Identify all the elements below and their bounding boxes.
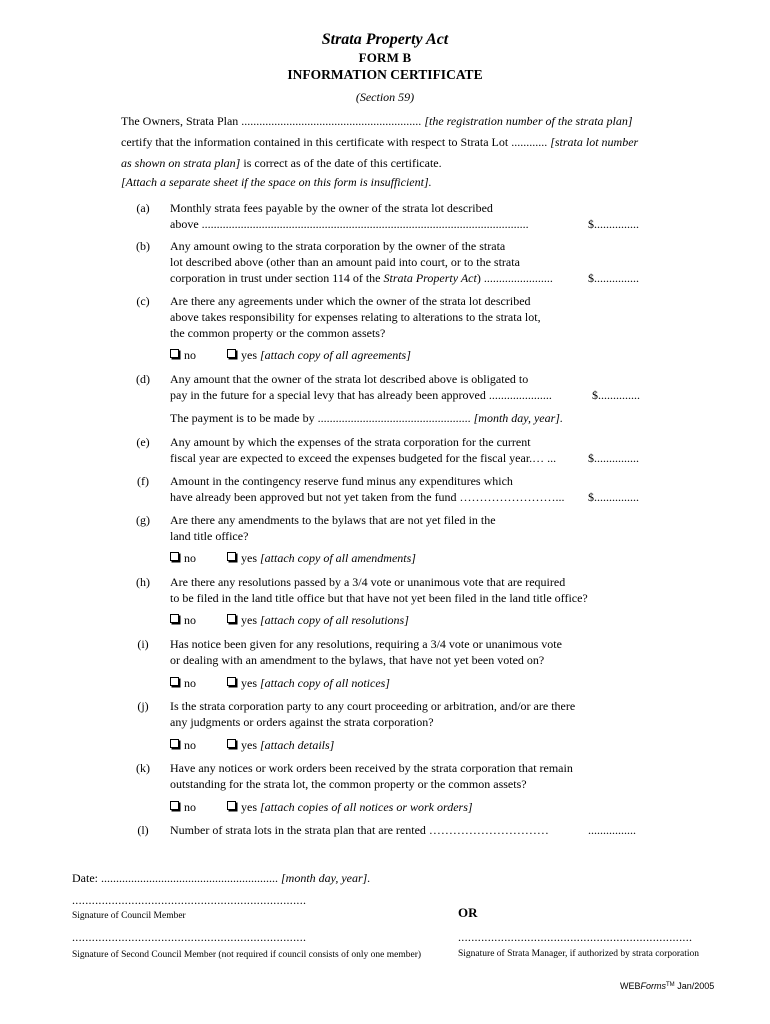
checkbox-label: no xyxy=(184,348,196,362)
item-i-yes-note: [attach copy of all notices] xyxy=(260,676,390,690)
checkbox-label: yes xyxy=(241,613,257,627)
intro-date-text: is correct as of the date of this certificate. xyxy=(243,156,442,170)
item-label: (b) xyxy=(136,239,150,253)
item-k-line2: outstanding for the strata lot, the common property or the common assets? xyxy=(170,777,527,791)
item-j-line2: any judgments or orders against the strata corporation? xyxy=(170,715,434,729)
checkbox-icon xyxy=(227,349,236,358)
checkbox-label: no xyxy=(184,676,196,690)
item-h-no-checkbox[interactable] xyxy=(170,612,196,628)
checkbox-icon xyxy=(170,677,179,686)
item-i-yes-checkbox[interactable] xyxy=(227,675,390,691)
footer-date: Jan/2005 xyxy=(674,981,715,991)
item-a-amount[interactable]: $............... xyxy=(588,217,639,231)
footer-brand-prefix: WEB xyxy=(620,981,641,991)
checkbox-label: no xyxy=(184,613,196,627)
form-label: FORM B xyxy=(358,50,412,65)
item-f-line2: have already been approved but not yet taken from the fund ……………………... xyxy=(170,490,565,504)
item-label: (k) xyxy=(136,761,150,775)
item-g-yes-note: [attach copy of all amendments] xyxy=(260,551,416,565)
item-d-line2: pay in the future for a special levy that has already been approved ..................... xyxy=(170,388,552,402)
item-label: (f) xyxy=(137,474,149,488)
checkbox-icon xyxy=(227,677,236,686)
checkbox-icon xyxy=(170,614,179,623)
item-h-line1: Are there any resolutions passed by a 3/4 vote or unanimous vote that are required xyxy=(170,575,566,589)
council-member-signature-label: Signature of Council Member xyxy=(72,911,186,921)
item-c-line2: above takes responsibility for expenses relating to alterations to the strata lot, xyxy=(170,310,541,324)
item-d-payment-note: [month day, year]. xyxy=(473,411,563,425)
strata-manager-signature-label: Signature of Strata Manager, if authorized by strata corporation xyxy=(458,949,699,959)
item-e-line1: Any amount by which the expenses of the strata corporation for the current xyxy=(170,435,531,449)
item-b-line3 xyxy=(170,270,610,286)
item-e-amount[interactable]: $............... xyxy=(588,451,639,465)
date-label: Date: ........................................................... xyxy=(72,871,278,885)
checkbox-icon xyxy=(170,552,179,561)
checkbox-label: yes xyxy=(241,676,257,690)
checkbox-label: yes xyxy=(241,738,257,752)
checkbox-label: yes xyxy=(241,348,257,362)
or-separator: OR xyxy=(458,905,478,920)
checkbox-label: no xyxy=(184,800,196,814)
item-e-line2: fiscal year are expected to exceed the expenses budgeted for the fiscal year.… ... xyxy=(170,451,557,465)
item-k-yes-checkbox[interactable] xyxy=(227,799,473,815)
item-g-line2: land title office? xyxy=(170,529,249,543)
item-i-no-checkbox[interactable] xyxy=(170,675,196,691)
checkbox-label: no xyxy=(184,551,196,565)
item-a-line2: above ............................................................................................................. xyxy=(170,217,529,231)
item-f-amount[interactable]: $............... xyxy=(588,490,639,504)
checkbox-icon xyxy=(170,801,179,810)
item-b-act-name: Strata Property Act xyxy=(383,271,477,285)
item-j-line1: Is the strata corporation party to any court proceeding or arbitration, and/or are there xyxy=(170,699,576,713)
item-c-no-checkbox[interactable] xyxy=(170,347,196,363)
footer-brand-suffix: Forms xyxy=(640,981,667,991)
item-label: (i) xyxy=(137,637,149,651)
item-g-no-checkbox[interactable] xyxy=(170,550,196,566)
item-k-line1: Have any notices or work orders been received by the strata corporation that remain xyxy=(170,761,573,775)
date-format-note: [month day, year]. xyxy=(281,871,371,885)
date-line[interactable] xyxy=(72,870,370,887)
item-label: (g) xyxy=(136,513,150,527)
attach-note: [Attach a separate sheet if the space on this form is insufficient]. xyxy=(121,175,432,189)
item-j-yes-checkbox[interactable] xyxy=(227,737,334,753)
item-f-line1: Amount in the contingency reserve fund minus any expenditures which xyxy=(170,474,513,488)
item-label: (e) xyxy=(136,435,150,449)
section-reference: (Section 59) xyxy=(355,90,415,104)
item-l-line1: Number of strata lots in the strata plan that are rented ………………………… xyxy=(170,823,549,837)
checkbox-icon xyxy=(227,739,236,748)
certificate-title: INFORMATION CERTIFICATE xyxy=(287,67,483,82)
strata-manager-signature-line[interactable]: ....................................................................... xyxy=(458,930,693,944)
item-k-no-checkbox[interactable] xyxy=(170,799,196,815)
council-member-signature-line[interactable]: ....................................................................... xyxy=(72,893,307,907)
trademark-mark: TM xyxy=(666,982,675,988)
checkbox-label: no xyxy=(184,738,196,752)
act-title: Strata Property Act xyxy=(321,31,449,48)
second-council-member-signature-line[interactable]: ....................................................................... xyxy=(72,930,307,944)
item-d-payment-text: The payment is to be made by ................................................... xyxy=(170,411,471,425)
item-b-line3-text: corporation in trust under section 114 of the xyxy=(170,271,384,285)
second-council-member-signature-label: Signature of Second Council Member (not required if council consists of only one member) xyxy=(72,950,422,960)
item-i-line2: or dealing with an amendment to the bylaws, that have not yet been voted on? xyxy=(170,653,545,667)
item-c-yes-note: [attach copy of all agreements] xyxy=(260,348,411,362)
item-label: (j) xyxy=(137,699,149,713)
intro-owners-text: The Owners, Strata Plan ............................................................ xyxy=(121,114,422,128)
intro-lot-note: [strata lot number as shown on strata plan] xyxy=(121,135,639,170)
item-label: (a) xyxy=(136,201,150,215)
item-d-amount[interactable]: $.............. xyxy=(592,388,640,402)
item-a-line1: Monthly strata fees payable by the owner of the strata lot described xyxy=(170,201,493,215)
item-label: (h) xyxy=(136,575,150,589)
checkbox-icon xyxy=(227,801,236,810)
checkbox-icon xyxy=(170,739,179,748)
item-label: (d) xyxy=(136,372,150,386)
item-k-yes-note: [attach copies of all notices or work orders] xyxy=(260,800,473,814)
checkbox-icon xyxy=(227,614,236,623)
checkbox-label: yes xyxy=(241,551,257,565)
item-h-yes-checkbox[interactable] xyxy=(227,612,409,628)
intro-plan-note: [the registration number of the strata plan] xyxy=(424,114,633,128)
item-b-line1: Any amount owing to the strata corporation by the owner of the strata xyxy=(170,239,506,253)
item-c-line3: the common property or the common assets? xyxy=(170,326,386,340)
item-b-line3-dots: ) ....................... xyxy=(476,271,553,285)
item-b-amount[interactable]: $............... xyxy=(588,271,639,285)
item-d-line1: Any amount that the owner of the strata lot described above is obligated to xyxy=(170,372,529,386)
item-h-line2: to be filed in the land title office but that have not yet been filed in the land title office? xyxy=(170,591,588,605)
item-g-yes-checkbox[interactable] xyxy=(227,550,416,566)
footer-brand xyxy=(620,981,714,991)
item-l-amount[interactable]: ................ xyxy=(588,823,636,837)
item-label: (c) xyxy=(136,294,150,308)
item-d-payment xyxy=(170,410,563,427)
item-b-line2: lot described above (other than an amount paid into court, or to the strata xyxy=(170,255,520,269)
intro-paragraph xyxy=(121,111,651,174)
item-j-yes-note: [attach details] xyxy=(260,738,335,752)
item-c-yes-checkbox[interactable] xyxy=(227,347,411,363)
checkbox-icon xyxy=(170,349,179,358)
item-c-line1: Are there any agreements under which the owner of the strata lot described xyxy=(170,294,531,308)
item-h-yes-note: [attach copy of all resolutions] xyxy=(260,613,409,627)
intro-certify-text: certify that the information contained in this certificate with respect to Strata Lot ............ xyxy=(121,135,548,149)
item-i-line1: Has notice been given for any resolutions, requiring a 3/4 vote or unanimous vote xyxy=(170,637,562,651)
item-g-line1: Are there any amendments to the bylaws that are not yet filed in the xyxy=(170,513,496,527)
checkbox-label: yes xyxy=(241,800,257,814)
item-label: (l) xyxy=(137,823,149,837)
item-j-no-checkbox[interactable] xyxy=(170,737,196,753)
checkbox-icon xyxy=(227,552,236,561)
